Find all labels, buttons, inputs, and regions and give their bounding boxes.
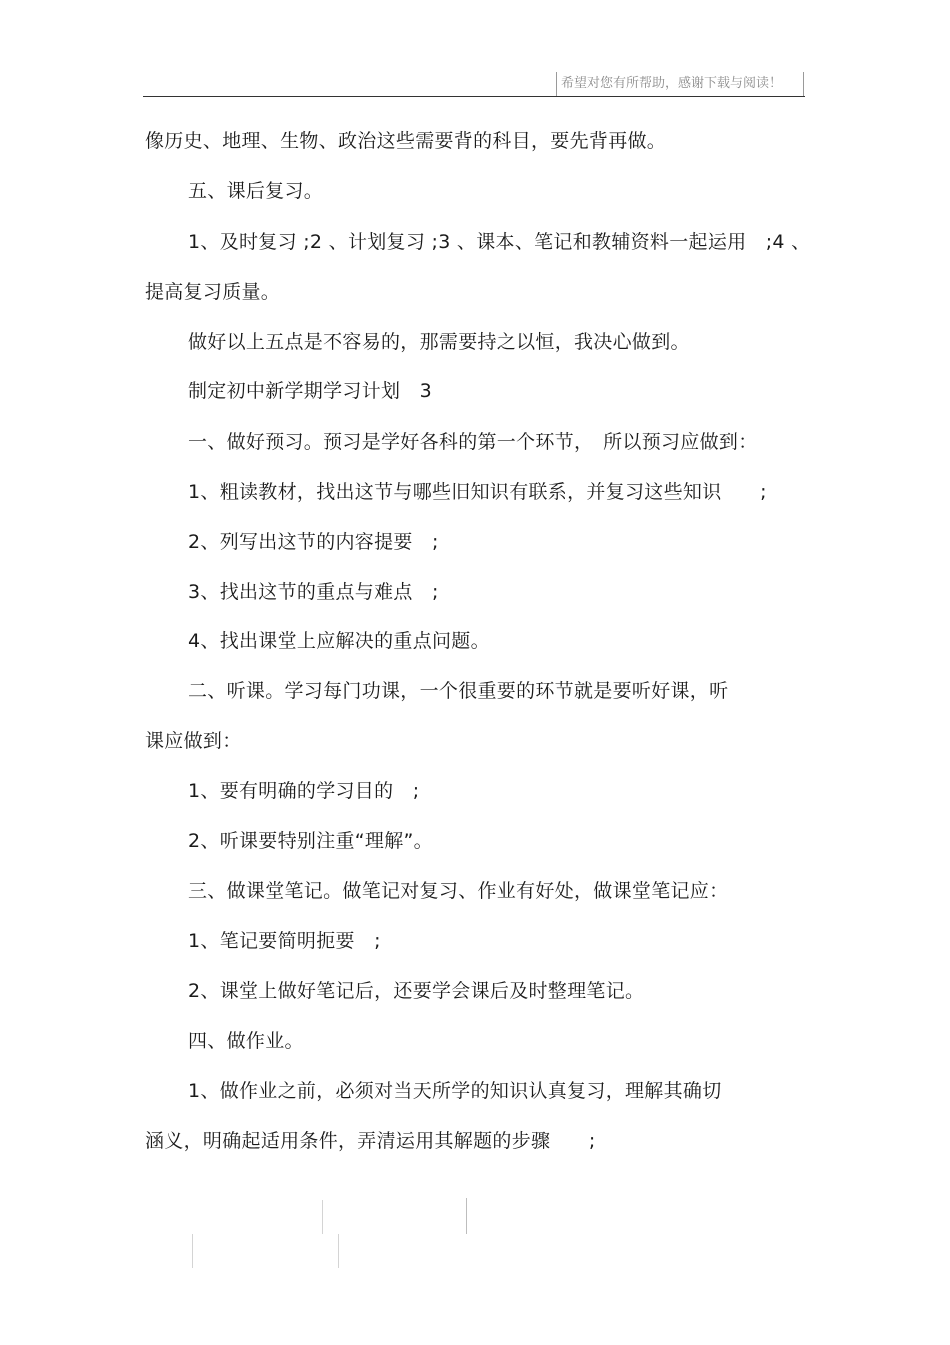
header-banner (556, 72, 804, 96)
section-heading: 三、做课堂笔记。做笔记对复习、作业有好处，做课堂笔记应： (188, 880, 729, 902)
section-heading: 二、听课。学习每门功课，一个很重要的环节就是要听好课，听 (188, 680, 729, 702)
list-item: 2、课堂上做好笔记后，还要学会课后及时整理笔记。 (188, 980, 645, 1002)
list-item: 1、要有明确的学习目的 ; (188, 780, 420, 802)
list-item: 1、做作业之前，必须对当天所学的知识认真复习，理解其确切 (188, 1080, 722, 1102)
paragraph-line: 像历史、地理、生物、政治这些需要背的科目，要先背再做。 (145, 130, 667, 152)
list-item: 2、列写出这节的内容提要 ; (188, 531, 439, 553)
section-heading: 四、做作业。 (188, 1030, 304, 1052)
list-item: 1、粗读教材，找出这节与哪些旧知识有联系，并复习这些知识 ; (188, 481, 767, 503)
paragraph-line: 1、及时复习 ;2 、计划复习 ;3 、课本、笔记和教辅资料一起运用 ;4 、 (188, 231, 811, 253)
list-item: 2、听课要特别注重“理解”。 (188, 830, 433, 852)
scan-artifact-line (338, 1234, 339, 1268)
list-item: 4、找出课堂上应解决的重点问题。 (188, 630, 490, 652)
scan-artifact-line (192, 1234, 193, 1268)
document-title: 制定初中新学期学习计划 3 (188, 380, 432, 402)
scan-artifact-line (466, 1198, 467, 1234)
section-heading: 一、做好预习。预习是学好各科的第一个环节， 所以预习应做到： (188, 431, 758, 453)
list-item: 1、笔记要简明扼要 ; (188, 930, 381, 952)
header-rule (143, 96, 805, 97)
list-item: 3、找出这节的重点与难点 ; (188, 581, 439, 603)
paragraph-line: 做好以上五点是不容易的，那需要持之以恒，我决心做到。 (188, 331, 690, 353)
paragraph-line: 提高复习质量。 (145, 281, 281, 303)
scan-artifact-line (322, 1200, 323, 1234)
paragraph-line: 涵义，明确起适用条件，弄清运用其解题的步骤 ; (145, 1130, 596, 1152)
section-heading: 五、课后复习。 (188, 180, 324, 202)
header-banner-text: 希望对您有所帮助，感谢下载与阅读！ (561, 76, 783, 91)
paragraph-line: 课应做到： (145, 730, 242, 752)
